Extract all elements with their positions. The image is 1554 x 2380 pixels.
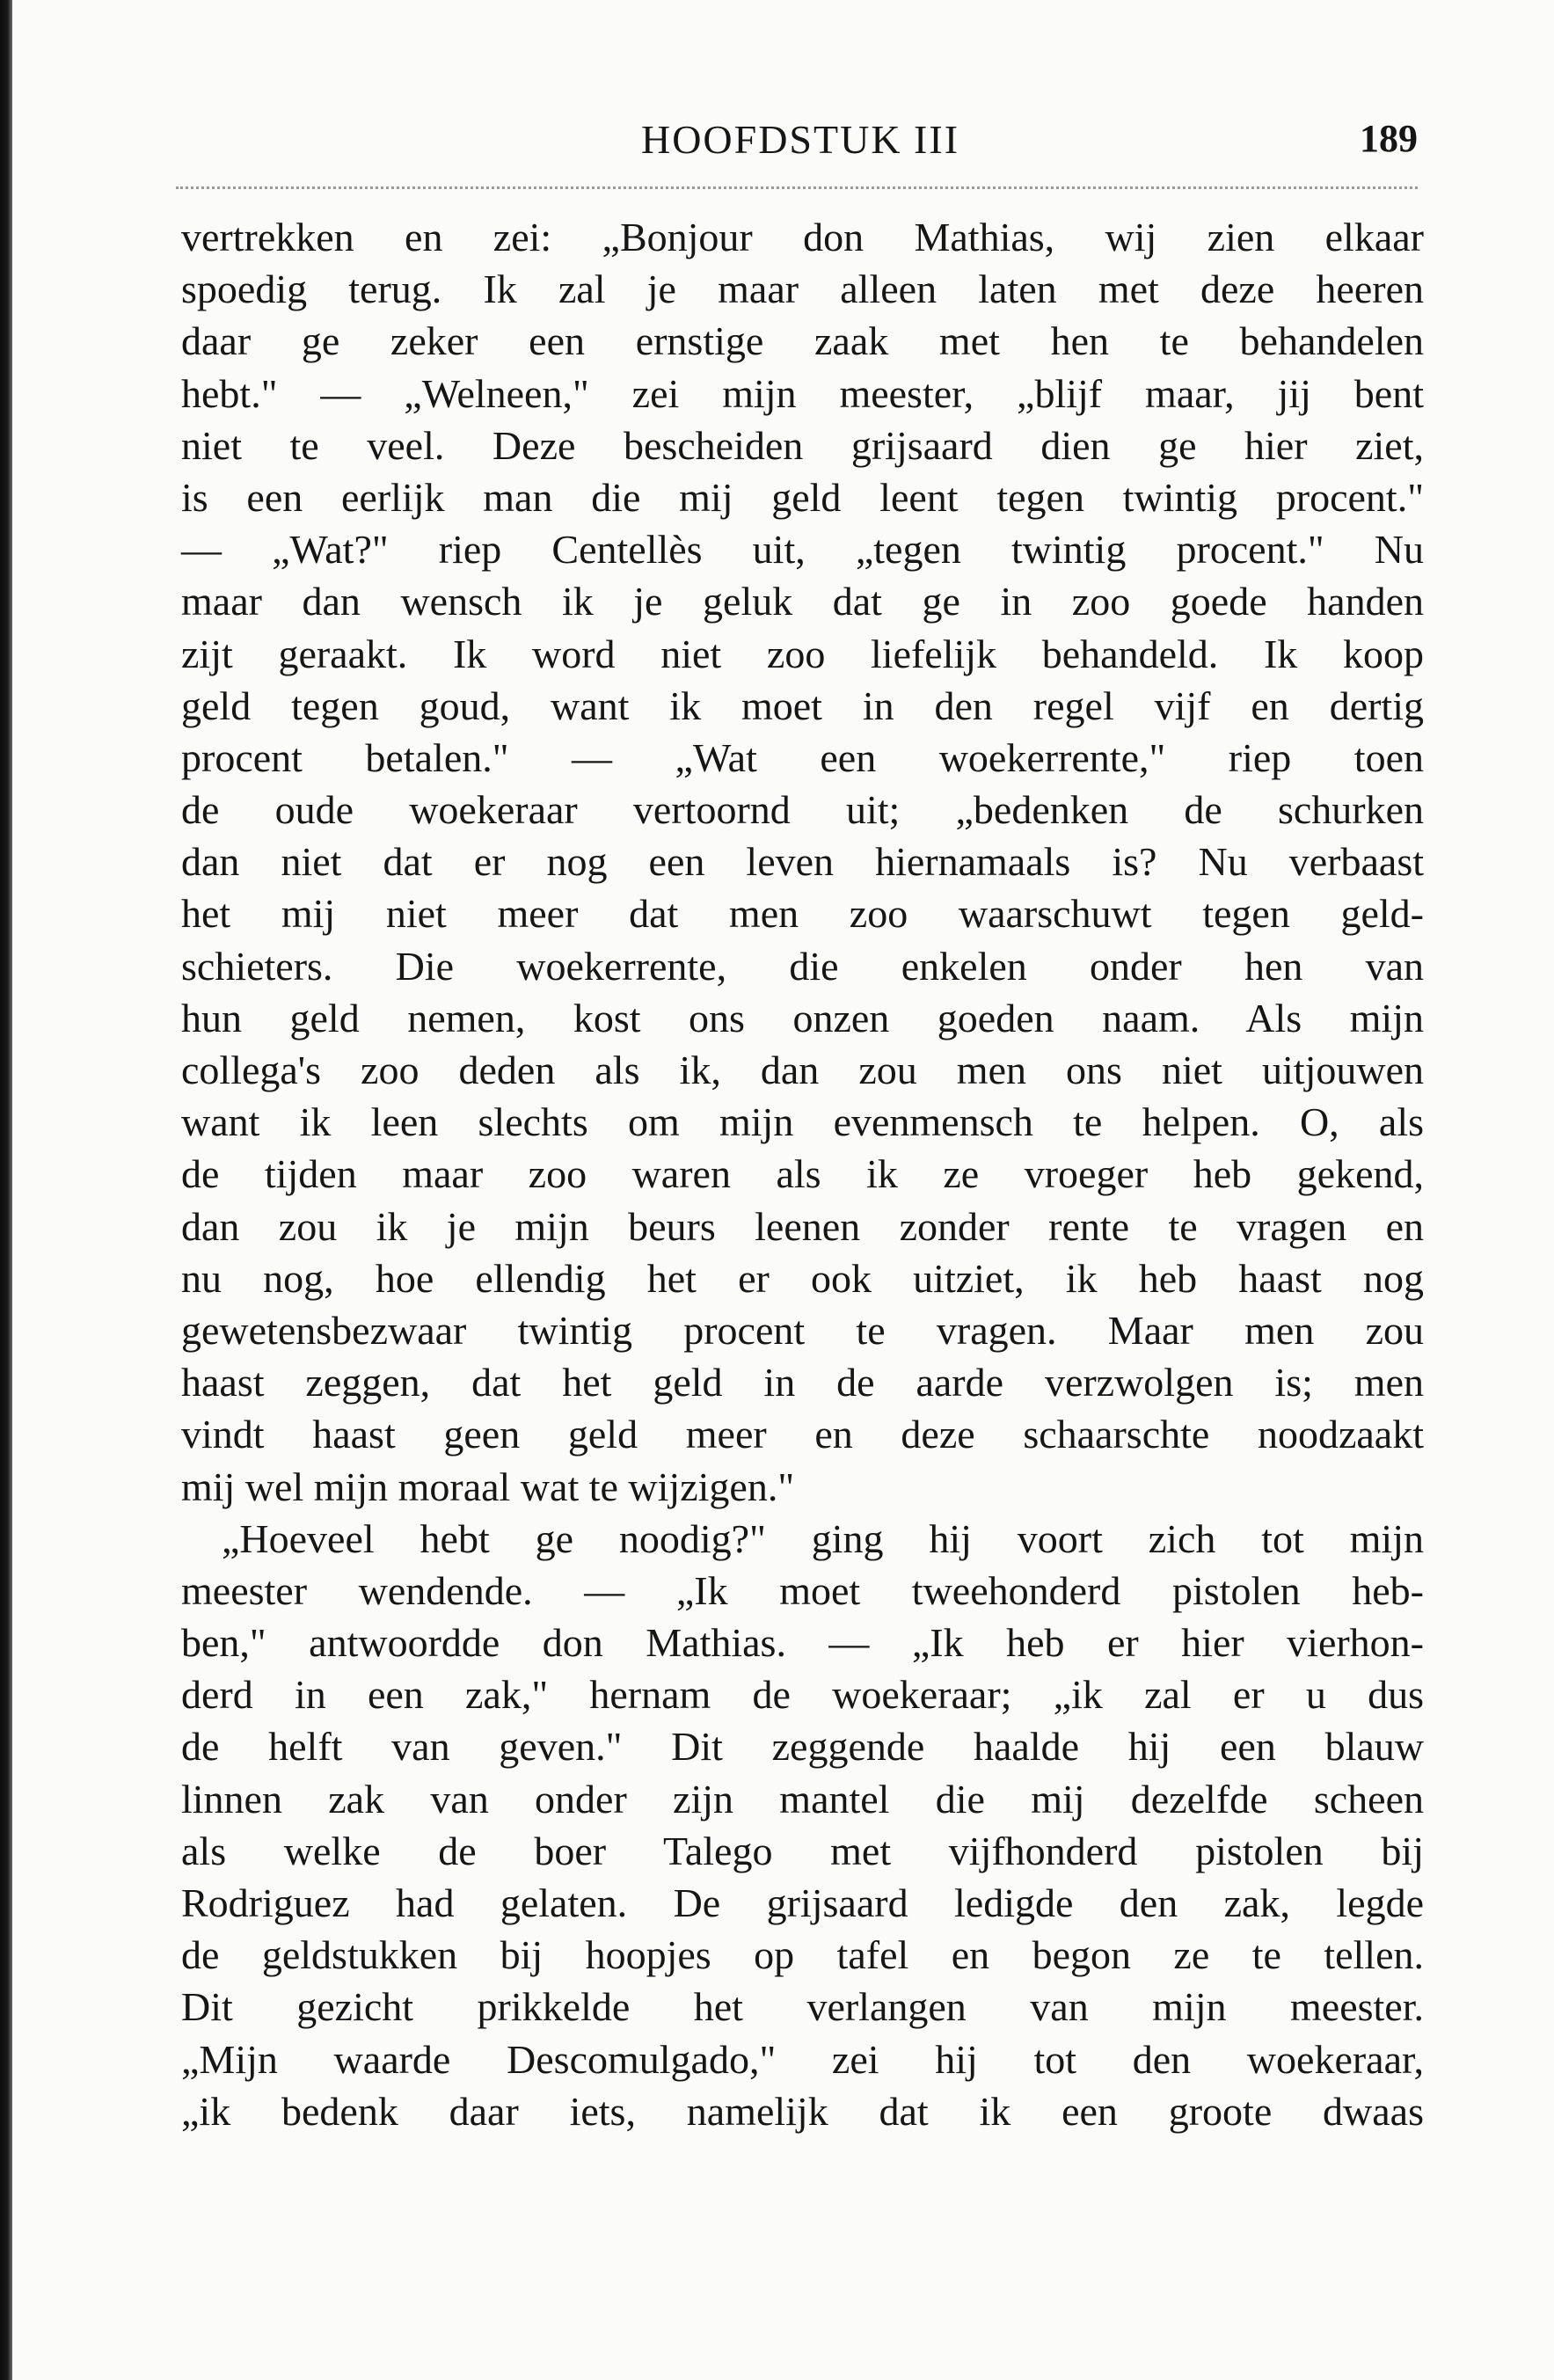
text-line: maar dan wensch ik je geluk dat ge in zoo goede handen	[181, 579, 1424, 624]
text-line: Rodriguez had gelaten. De grijsaard ledigde den zak, legde	[181, 1880, 1424, 1925]
text-line: als welke de boer Talego met vijfhonderd pistolen bij	[181, 1828, 1424, 1873]
text-line: linnen zak van onder zijn mantel die mij dezelfde scheen	[181, 1776, 1424, 1822]
running-header	[176, 104, 1425, 174]
text-line: daar ge zeker een ernstige zaak met hen te behandelen	[181, 318, 1424, 364]
page-number: 189	[1360, 117, 1418, 160]
chapter-title: HOOFDSTUK III	[640, 117, 960, 162]
paragraph-start-line: „Hoeveel hebt ge noodig?" ging hij voort zich tot mijn	[222, 1515, 1424, 1561]
text-line: de helft van geven." Dit zeggende haalde hij een blauw	[181, 1724, 1424, 1770]
text-line: derd in een zak," hernam de woekeraar; „ik zal er u dus	[181, 1672, 1424, 1718]
text-line: hebt." — „Welneen," zei mijn meester, „blijf maar, jij bent	[181, 370, 1424, 416]
header-rule	[176, 186, 1418, 189]
text-line: hun geld nemen, kost ons onzen goeden naam. Als mijn	[181, 995, 1424, 1040]
text-line: collega's zoo deden als ik, dan zou men ons niet uitjouwen	[181, 1048, 1424, 1092]
text-line: meester wendende. — „Ik moet tweehonderd pistolen heb-	[181, 1567, 1424, 1613]
text-line: is een eerlijk man die mij geld leent tegen twintig procent."	[181, 474, 1424, 520]
text-line: zijt geraakt. Ik word niet zoo liefelijk behandeld. Ik koop	[181, 631, 1424, 676]
text-line: „Mijn waarde Descomulgado," zei hij tot den woekeraar,	[181, 2036, 1424, 2082]
text-line: spoedig terug. Ik zal je maar alleen laten met deze heeren	[181, 266, 1424, 312]
text-line: gewetensbezwaar twintig procent te vragen. Maar men zou	[181, 1307, 1424, 1353]
text-line: het mij niet meer dat men zoo waarschuwt tegen geld-	[181, 891, 1424, 937]
text-line: geld tegen goud, want ik moet in den regel vijf en dertig	[181, 683, 1424, 728]
paragraph-end-line: mij wel mijn moraal wat te wijzigen."	[181, 1464, 795, 1509]
text-line: want ik leen slechts om mijn evenmensch te helpen. O, als	[181, 1099, 1424, 1145]
text-line: schieters. Die woekerrente, die enkelen onder hen van	[181, 943, 1424, 989]
body-text	[181, 211, 1424, 2137]
book-spine-edge	[0, 0, 12, 2380]
text-line: ben," antwoordde don Mathias. — „Ik heb er hier vierhon-	[181, 1620, 1424, 1666]
text-line: vertrekken en zei: „Bonjour don Mathias, wij zien elkaar	[181, 215, 1424, 259]
text-line: haast zeggen, dat het geld in de aarde verzwolgen is; men	[181, 1360, 1424, 1405]
text-line: procent betalen." — „Wat een woekerrente," riep toen	[181, 734, 1424, 780]
text-line: de oude woekeraar vertoornd uit; „bedenken de schurken	[181, 787, 1424, 833]
text-line: „ik bedenk daar iets, namelijk dat ik een groote dwaas	[181, 2088, 1424, 2134]
text-line: de geldstukken bij hoopjes op tafel en begon ze te tellen.	[181, 1932, 1424, 1978]
text-line: — „Wat?" riep Centellès uit, „tegen twintig procent." Nu	[181, 527, 1424, 573]
text-line: niet te veel. Deze bescheiden grijsaard dien ge hier ziet,	[181, 422, 1424, 468]
text-line: nu nog, hoe ellendig het er ook uitziet, ik heb haast nog	[181, 1255, 1424, 1301]
text-line: vindt haast geen geld meer en deze schaarschte noodzaakt	[181, 1412, 1424, 1457]
text-line: dan niet dat er nog een leven hiernamaals is? Nu verbaast	[181, 839, 1424, 885]
text-line: dan zou ik je mijn beurs leenen zonder rente te vragen en	[181, 1203, 1424, 1249]
text-line: Dit gezicht prikkelde het verlangen van mijn meester.	[181, 1984, 1424, 2030]
text-line: de tijden maar zoo waren als ik ze vroeger heb gekend,	[181, 1151, 1424, 1197]
